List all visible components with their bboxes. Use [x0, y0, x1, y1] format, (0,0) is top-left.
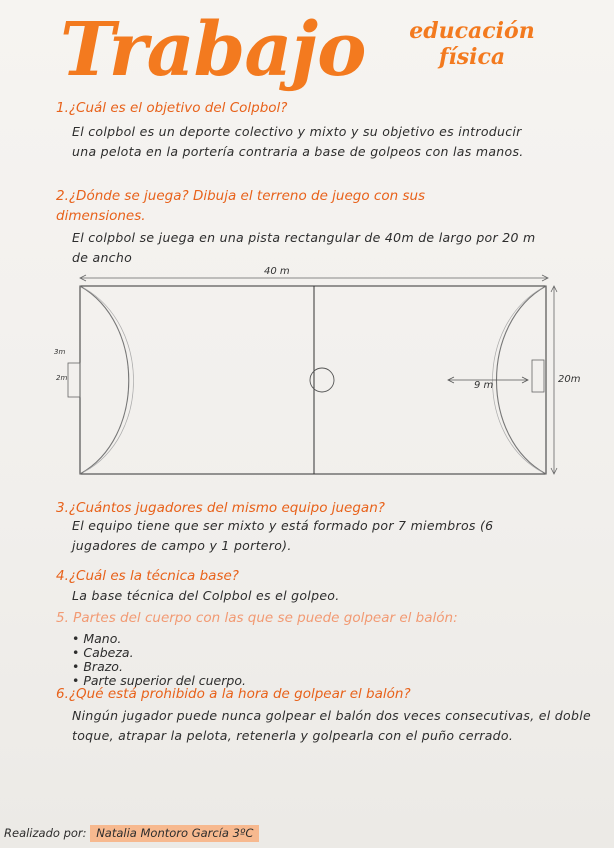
subtitle-line-1: educación — [409, 18, 535, 44]
right-goal — [532, 360, 544, 392]
length-label: 40 m — [264, 266, 290, 277]
court-diagram — [50, 268, 590, 478]
author-name: Natalia Montoro García 3ºC — [90, 825, 259, 842]
court-svg — [50, 268, 590, 478]
list-item: • Brazo. — [72, 660, 246, 674]
goal-depth-label: 2m — [56, 374, 68, 382]
body-parts-list — [72, 632, 246, 688]
answer-6: Ningún jugador puede nunca golpear el balón dos veces consecutivas, el doble toque, atrapar la pelota, retenerla y golpearla con el puño cerrado. — [72, 708, 591, 743]
left-goal-area-inner — [84, 288, 134, 472]
left-goal — [68, 363, 80, 397]
answer-1: El colpbol es un deporte colectivo y mixto y su objetivo es introducir una pelota en la portería contraria a base de golpeos con las manos. — [72, 124, 524, 159]
author-label: Realizado por: — [4, 826, 87, 840]
question-5: 5. Partes del cuerpo con las que se puede golpear el balón: — [56, 610, 458, 626]
question-3: 3.¿Cuántos jugadores del mismo equipo juegan? — [56, 500, 385, 516]
question-4: 4.¿Cuál es la técnica base? — [56, 568, 239, 584]
area-label: 9 m — [474, 380, 494, 391]
list-item: • Parte superior del cuerpo. — [72, 674, 246, 688]
width-label: 20m — [558, 374, 581, 385]
list-item: • Cabeza. — [72, 646, 246, 660]
subtitle-line-2: física — [438, 44, 506, 70]
question-2-line-2: dimensiones. — [56, 208, 146, 224]
answer-2: El colpbol se juega en una pista rectangular de 40m de largo por 20 m de ancho — [72, 230, 536, 265]
list-item: • Mano. — [72, 632, 246, 646]
answer-4: La base técnica del Colpbol es el golpeo. — [72, 588, 340, 603]
goal-width-label: 3m — [54, 348, 66, 356]
author-line — [4, 826, 259, 840]
question-6: 6.¿Qué está prohibido a la hora de golpear el balón? — [56, 686, 411, 702]
left-goal-area — [80, 286, 129, 474]
question-2-line-1: 2.¿Dónde se juega? Dibuja el terreno de juego con sus — [56, 188, 426, 204]
answer-3: El equipo tiene que ser mixto y está formado por 7 miembros (6 jugadores de campo y 1 portero). — [72, 518, 494, 553]
question-1: 1.¿Cuál es el objetivo del Colpbol? — [56, 100, 288, 116]
page-title: Trabajo — [60, 7, 366, 93]
page-subtitle — [382, 18, 562, 70]
